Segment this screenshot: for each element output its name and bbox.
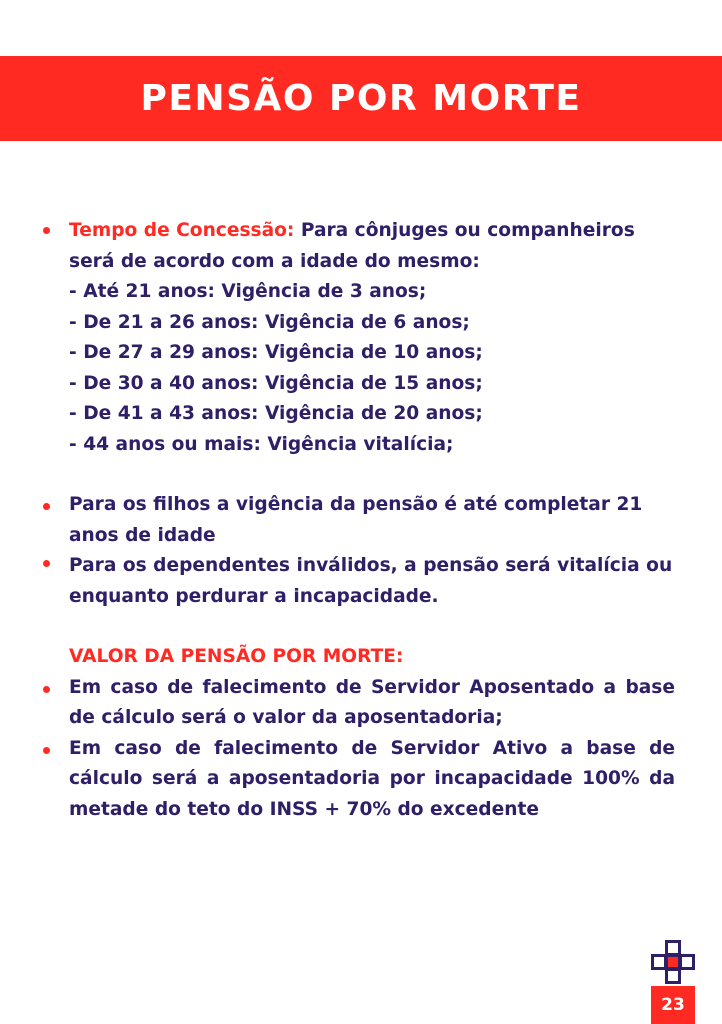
list-item-line: será de acordo com a idade do mesmo:: [69, 250, 480, 272]
list-item-line: - 44 anos ou mais: Vigência vitalícia;: [69, 433, 454, 455]
list-item-text: Em caso de falecimento de Servidor Ativo a base de cálculo será a aposentadoria por incapacidade 100% da metade do teto do INSS + 70% do excedente: [69, 737, 675, 820]
page-number-box: [651, 986, 695, 1024]
content-body: [69, 216, 675, 825]
list-item-first-line: [69, 216, 675, 247]
list-item-line: - De 27 a 29 anos: Vigência de 10 anos;: [69, 342, 483, 363]
list-item-aposentado: [69, 673, 675, 734]
bullet-icon: [43, 560, 50, 567]
list-item-text: Para os dependentes inválidos, a pensão será vitalícia ou enquanto perdurar a incapacidade.: [69, 555, 673, 607]
bullet-icon: [43, 227, 50, 234]
spacer: [69, 612, 675, 642]
header-banner: [0, 56, 722, 141]
bullet-icon: [43, 503, 50, 510]
bullet-icon: [43, 747, 50, 754]
page-number: 23: [661, 995, 685, 1015]
list-item-filhos: [69, 490, 675, 551]
list-item-ativo: [69, 734, 675, 826]
spacer: [69, 460, 675, 490]
page-title: PENSÃO POR MORTE: [140, 78, 582, 119]
list-item-dependentes: [69, 551, 675, 612]
list-item-line: - De 21 a 26 anos: Vigência de 6 anos;: [69, 311, 470, 333]
list-item-line: - De 41 a 43 anos: Vigência de 20 anos;: [69, 403, 483, 424]
list-item-text: Em caso de falecimento de Servidor Aposentado a base de cálculo será o valor da aposentadoria;: [69, 676, 675, 728]
list-item-text: Para os filhos a vigência da pensão é até completar 21 anos de idade: [69, 494, 643, 546]
logo-icon: [651, 940, 695, 984]
item-label: Tempo de Concessão:: [69, 220, 295, 241]
list-item-tempo-concessao: [69, 216, 675, 460]
bullet-icon: [43, 686, 50, 693]
list-item-line: - Até 21 anos: Vigência de 3 anos;: [69, 281, 427, 302]
section-heading: VALOR DA PENSÃO POR MORTE:: [69, 646, 404, 667]
list-item-line: - De 30 a 40 anos: Vigência de 15 anos;: [69, 372, 483, 394]
item-text: Para cônjuges ou companheiros: [294, 220, 635, 241]
